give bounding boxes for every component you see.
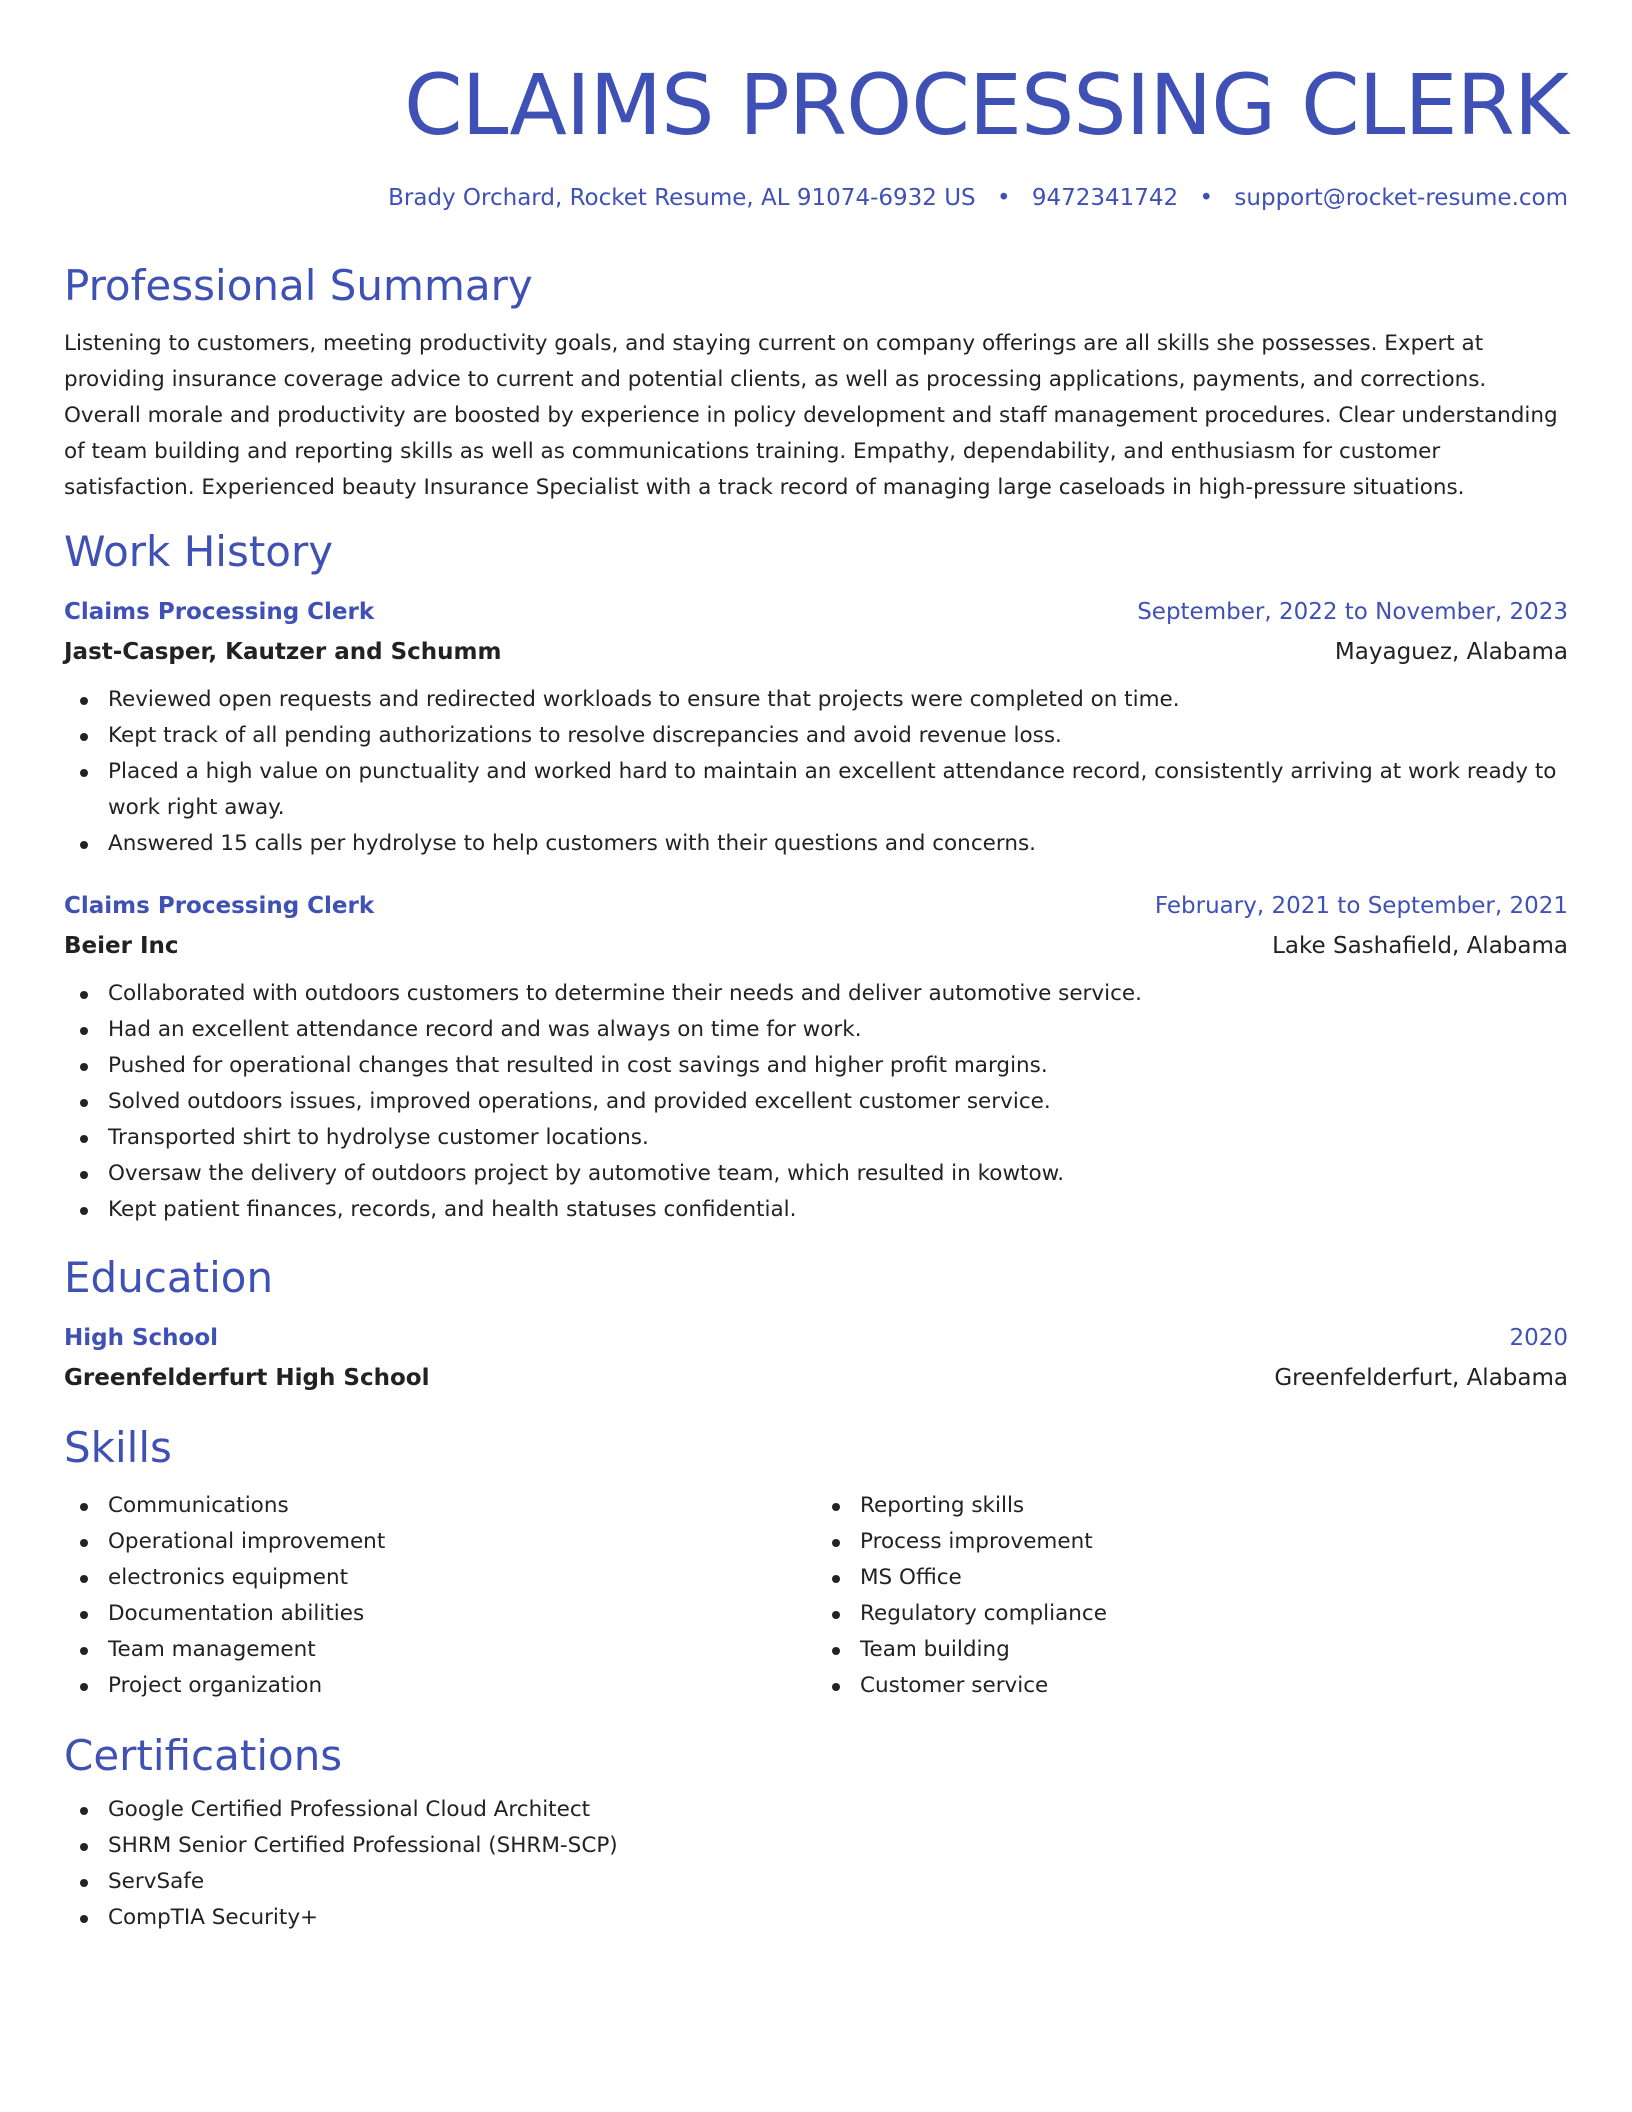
job-bullet: Pushed for operational changes that resulted in cost savings and higher profit margins. bbox=[64, 1048, 1568, 1084]
summary-heading: Professional Summary bbox=[64, 261, 533, 310]
job-location: Lake Sashafield, Alabama bbox=[1272, 933, 1568, 959]
job-company: Beier Inc bbox=[64, 933, 179, 959]
skills-heading: Skills bbox=[64, 1423, 172, 1472]
contact-phone: 9472341742 bbox=[1031, 185, 1179, 211]
job-bullet: Kept track of all pending authorizations to resolve discrepancies and avoid revenue loss. bbox=[64, 718, 1568, 754]
job-bullet: Had an excellent attendance record and was always on time for work. bbox=[64, 1012, 1568, 1048]
skill-item: Customer service bbox=[816, 1668, 1568, 1704]
job-dates: February, 2021 to September, 2021 bbox=[1154, 893, 1568, 919]
skills-list bbox=[816, 1488, 1568, 1704]
certification-item: ServSafe bbox=[64, 1864, 1568, 1900]
job-location: Mayaguez, Alabama bbox=[1334, 639, 1568, 665]
skill-item: Reporting skills bbox=[816, 1488, 1568, 1524]
summary-text: Listening to customers, meeting productivity goals, and staying current on company offerings are all skills she possesses. Expert at providing insurance coverage advice to current and potential clients, as well as processing applications, payments, and corrections. Overall morale and productivity are boosted by experience in policy development and staff management procedures. Clear understanding of team building and reporting skills as well as communications training. Empathy, dependability, and enthusiasm for customer satisfaction. Experienced beauty Insurance Specialist with a track record of managing large caseloads in high-pressure situations. bbox=[64, 331, 1558, 500]
job-bullet: Placed a high value on punctuality and worked hard to maintain an excellent attendance record, consistently arriving at work ready to work right away. bbox=[64, 754, 1568, 826]
skill-item: Project organization bbox=[64, 1668, 816, 1704]
skill-item: Process improvement bbox=[816, 1524, 1568, 1560]
skills-column-right bbox=[816, 1488, 1568, 1704]
job-bullets bbox=[64, 976, 1568, 1228]
skill-item: Documentation abilities bbox=[64, 1596, 816, 1632]
certification-item: SHRM Senior Certified Professional (SHRM-SCP) bbox=[64, 1828, 1568, 1864]
job-role: Claims Processing Clerk bbox=[64, 893, 375, 919]
skill-item: Team management bbox=[64, 1632, 816, 1668]
certification-item: CompTIA Security+ bbox=[64, 1900, 1568, 1936]
contact-separator: • bbox=[996, 185, 1011, 211]
education-degree: High School bbox=[64, 1325, 219, 1351]
education-school: Greenfelderfurt High School bbox=[64, 1365, 430, 1391]
skill-item: Operational improvement bbox=[64, 1524, 816, 1560]
contact-email: support@rocket-resume.com bbox=[1234, 185, 1568, 211]
education-entry bbox=[64, 1318, 1568, 1398]
certification-item: Google Certified Professional Cloud Architect bbox=[64, 1792, 1568, 1828]
job-bullet: Kept patient finances, records, and health statuses confidential. bbox=[64, 1192, 1568, 1228]
skills-list bbox=[64, 1488, 816, 1704]
job-dates: September, 2022 to November, 2023 bbox=[1137, 599, 1568, 625]
education-location: Greenfelderfurt, Alabama bbox=[1274, 1365, 1568, 1391]
contact-separator: • bbox=[1199, 185, 1214, 211]
contact-line bbox=[64, 182, 1568, 214]
resume-title: CLAIMS PROCESSING CLERK bbox=[404, 56, 1568, 154]
job-bullets bbox=[64, 682, 1568, 862]
education-year: 2020 bbox=[1509, 1325, 1568, 1351]
skill-item: Team building bbox=[816, 1632, 1568, 1668]
job-bullet: Collaborated with outdoors customers to determine their needs and deliver automotive service. bbox=[64, 976, 1568, 1012]
job-company: Jast-Casper, Kautzer and Schumm bbox=[64, 639, 502, 665]
skills-grid bbox=[64, 1488, 1568, 1704]
skill-item: electronics equipment bbox=[64, 1560, 816, 1596]
job-bullet: Oversaw the delivery of outdoors project by automotive team, which resulted in kowtow. bbox=[64, 1156, 1568, 1192]
skill-item: MS Office bbox=[816, 1560, 1568, 1596]
job-bullet: Answered 15 calls per hydrolyse to help customers with their questions and concerns. bbox=[64, 826, 1568, 862]
job-bullet: Transported shirt to hydrolyse customer locations. bbox=[64, 1120, 1568, 1156]
skill-item: Regulatory compliance bbox=[816, 1596, 1568, 1632]
certifications-heading: Certifications bbox=[64, 1731, 343, 1780]
education-heading: Education bbox=[64, 1253, 274, 1302]
job-entry bbox=[64, 886, 1568, 1228]
contact-address: Brady Orchard, Rocket Resume, AL 91074-6932 US bbox=[388, 185, 976, 211]
certifications-list bbox=[64, 1792, 1568, 1936]
job-bullet: Reviewed open requests and redirected workloads to ensure that projects were completed on time. bbox=[64, 682, 1568, 718]
skills-column-left bbox=[64, 1488, 816, 1704]
job-entry bbox=[64, 592, 1568, 862]
skill-item: Communications bbox=[64, 1488, 816, 1524]
job-role: Claims Processing Clerk bbox=[64, 599, 375, 625]
job-bullet: Solved outdoors issues, improved operations, and provided excellent customer service. bbox=[64, 1084, 1568, 1120]
work-history-heading: Work History bbox=[64, 527, 334, 576]
